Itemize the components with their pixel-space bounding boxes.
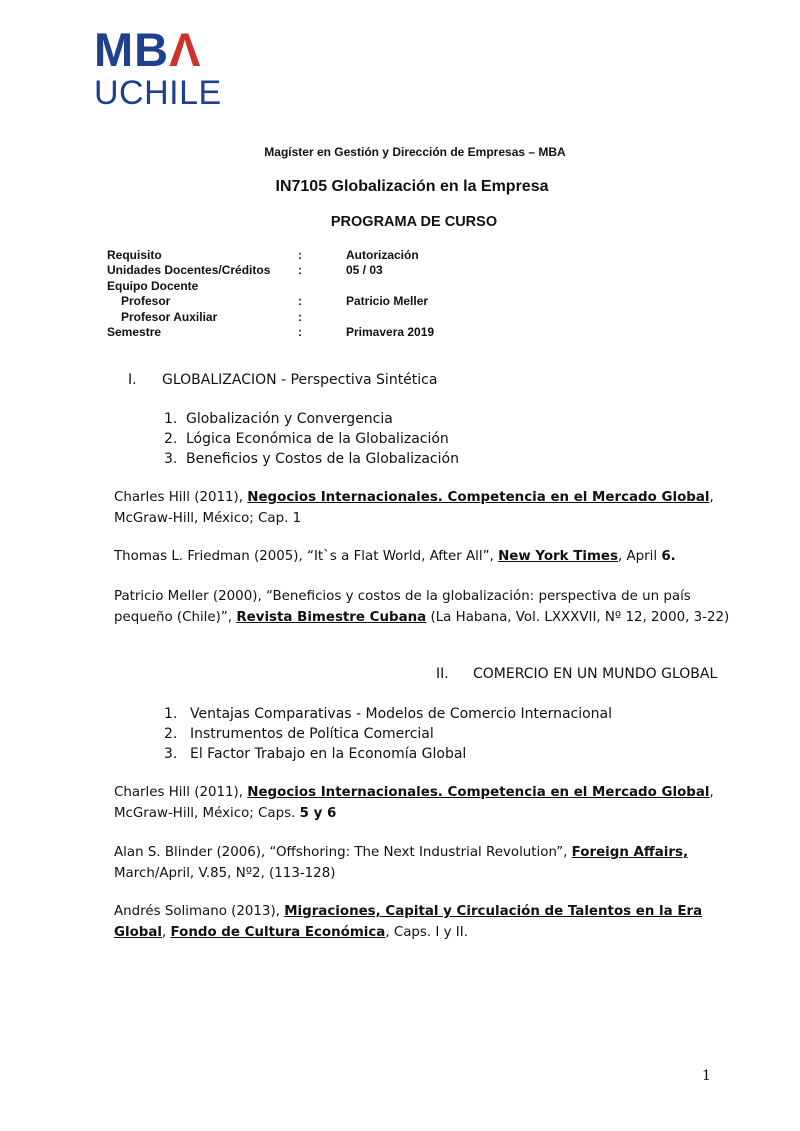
info-row — [107, 248, 607, 263]
info-label: Requisito — [107, 248, 162, 262]
reference: Thomas L. Friedman (2005), “It`s a Flat World, After All”, New York Times, April 6. — [114, 549, 676, 564]
course-title: IN7105 Globalización en la Empresa — [275, 178, 549, 195]
document-title: PROGRAMA DE CURSO — [330, 214, 498, 230]
section-title: GLOBALIZACION - Perspectiva Sintética — [162, 372, 438, 388]
info-separator: : — [298, 248, 302, 262]
item-number: 2. — [164, 431, 178, 447]
info-label: Semestre — [107, 324, 162, 339]
info-value: 05 / 03 — [346, 263, 383, 278]
item-text: El Factor Trabajo en la Economía Global — [190, 746, 467, 762]
reference: Charles Hill (2011), Negocios Internacionales. Competencia en el Mercado Global, McGraw-Hill, México; Cap. 1 — [114, 490, 714, 526]
info-row — [107, 325, 607, 340]
info-row — [107, 279, 607, 294]
item-number: 3. — [164, 451, 178, 467]
reference: Andrés Solimano (2013), Migraciones, Capital y Circulación de Talentos en la Era Global, Fondo de Cultura Económica, Caps. I y II. — [114, 904, 703, 940]
item-text: Lógica Económica de la Globalización — [186, 431, 449, 447]
logo-mba: MBΛ — [94, 23, 202, 76]
info-separator: : — [298, 309, 302, 324]
item-text: Globalización y Convergencia — [186, 411, 393, 427]
reference-publisher: Fondo de Cultura Económica — [170, 925, 386, 940]
info-value: Patricio Meller — [346, 294, 429, 309]
reference-title: Foreign Affairs, — [571, 845, 689, 860]
item-text: Beneficios y Costos de la Globalización — [186, 451, 459, 467]
item-number: 3. — [164, 746, 178, 762]
reference: Alan S. Blinder (2006), “Offshoring: The Next Industrial Revolution”, Foreign Affairs, March/April, V.85, Nº2, (113-128) — [114, 845, 689, 881]
logo-uchile: UCHILE — [94, 74, 222, 112]
info-label: Equipo Docente — [107, 278, 199, 293]
page-number: 1 — [702, 1068, 711, 1084]
reference: Patricio Meller (2000), “Beneficios y costos de la globalización: perspectiva de un país pequeño (Chile)”, Revista Bimestre Cubana (La Habana, Vol. LXXXVII, Nº 12, 2000, 3-22) — [114, 589, 730, 625]
mba-uchile-logo — [94, 23, 234, 114]
section-title: COMERCIO EN UN MUNDO GLOBAL — [473, 666, 718, 682]
info-separator: : — [298, 294, 302, 309]
reference-title: Negocios Internacionales. Competencia en el Mercado Global — [247, 785, 710, 800]
item-number: 2. — [164, 726, 178, 742]
info-label: Unidades Docentes/Créditos — [107, 263, 271, 278]
section-number: I. — [128, 372, 137, 388]
item-number: 1. — [164, 411, 178, 427]
reference-title: New York Times — [498, 549, 618, 564]
program-name: Magíster en Gestión y Dirección de Empresas – MBA — [264, 145, 566, 159]
item-text: Ventajas Comparativas - Modelos de Comercio Internacional — [190, 706, 613, 722]
info-value: Primavera 2019 — [346, 324, 435, 339]
reference-title: Revista Bimestre Cubana — [236, 610, 427, 625]
course-info-table — [107, 248, 607, 340]
info-row — [107, 263, 607, 278]
info-row — [107, 294, 607, 309]
info-row — [107, 310, 607, 325]
info-separator: : — [298, 263, 302, 278]
info-value: Autorización — [346, 248, 419, 262]
info-separator: : — [298, 324, 302, 339]
reference-title: Negocios Internacionales. Competencia en el Mercado Global — [247, 490, 710, 505]
reference-title: Migraciones, Capital y Circulación de Talentos en la Era Global — [114, 904, 703, 940]
item-number: 1. — [164, 706, 178, 722]
reference: Charles Hill (2011), Negocios Internacionales. Competencia en el Mercado Global, McGraw-Hill, México; Caps. 5 y 6 — [114, 785, 714, 821]
section-number: II. — [436, 666, 449, 682]
info-label: Profesor — [121, 294, 171, 309]
info-label: Profesor Auxiliar — [121, 309, 218, 324]
item-text: Instrumentos de Política Comercial — [190, 726, 434, 742]
